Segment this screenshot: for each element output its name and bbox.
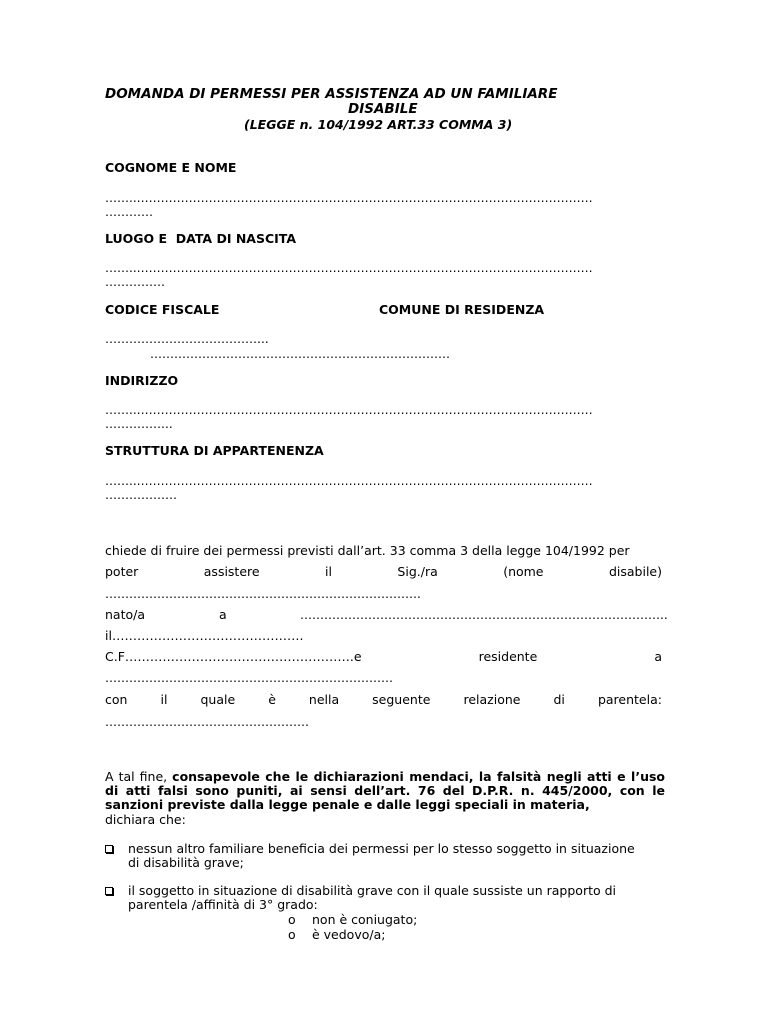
word: quale [200, 692, 236, 707]
fill-line-residente-a[interactable]: ……………………………………………………………… [105, 671, 393, 685]
fill-line-parentela[interactable]: …………………………………………… [105, 715, 309, 729]
subtitle: (LEGGE n. 104/1992 ART.33 COMMA 3) [244, 117, 513, 132]
label-codice-fiscale: CODICE FISCALE [105, 302, 220, 317]
fill-line-cognome-nome[interactable]: ……..…………………………………………………………………………………………………… [105, 191, 593, 205]
word: di [553, 692, 565, 707]
label-struttura-appartenenza: STRUTTURA DI APPARTENENZA [105, 443, 324, 458]
word: disabile) [608, 564, 662, 579]
bullet-1-line-1: nessun altro familiare beneficia dei permessi per lo stesso soggetto in situazione [128, 841, 635, 856]
title-line-1: DOMANDA DI PERMESSI PER ASSISTENZA AD UN FAMILIARE [105, 86, 558, 102]
word: il [160, 692, 168, 707]
fill-line-nato-a[interactable]: ……………………………………………………………………………….. [300, 608, 668, 622]
sub-item-marker-icon: o [288, 927, 296, 942]
sub-item-vedovo: è vedovo/a; [312, 927, 386, 942]
word: poter [105, 564, 139, 579]
fill-line-comune-residenza[interactable]: ………………………………………………………………… [150, 347, 450, 361]
label-comune-residenza: COMUNE DI RESIDENZA [379, 302, 545, 317]
fill-line-codice-fiscale[interactable]: ………………………………….. [105, 332, 269, 346]
sub-item-marker-icon: o [288, 912, 296, 927]
declaration-paragraph [105, 770, 665, 827]
title-line-2: DISABILE [348, 101, 418, 117]
fill-line-indirizzo-cont[interactable]: …………….. [105, 417, 173, 431]
bullet-1-line-2: di disabilità grave; [128, 855, 244, 870]
word: è [268, 692, 276, 707]
request-line-2 [105, 565, 662, 579]
word: residente [478, 649, 538, 664]
fill-line-struttura-cont[interactable]: ……………… [105, 488, 177, 502]
checkbox-bullet-icon[interactable] [104, 843, 114, 853]
il-line[interactable]: il………………………………………. [105, 628, 304, 643]
word: il [325, 564, 332, 579]
word: assistere [203, 564, 260, 579]
cf-residente-line [105, 650, 662, 664]
label-indirizzo: INDIRIZZO [105, 373, 179, 388]
word: con [105, 692, 128, 707]
nato-label: nato/a [105, 607, 146, 622]
bullet-2-line-1: il soggetto in situazione di disabilità grave con il quale sussiste un rapporto di [128, 883, 617, 898]
declaration-intro: A tal fine, [105, 769, 173, 784]
word[interactable]: C.F……………………………………………….e [105, 649, 362, 664]
declaration-outro: dichiara che: [105, 811, 186, 827]
word: Sig./ra [397, 564, 438, 579]
word: a [654, 649, 662, 664]
bullet-2-line-2: parentela /affinità di 3° grado: [128, 897, 318, 912]
fill-line-luogo-data-cont[interactable]: …………… [105, 275, 165, 289]
word: seguente [372, 692, 431, 707]
word: nella [308, 692, 340, 707]
declaration-bold: consapevole che le dichiarazioni mendaci, la falsità negli atti e l’uso di atti falsi sono puniti, ai sensi dell’art. 76 del D.P.R. n. 445/2000, con le sanzioni previste dalla legge penale e dalle leggi speciali in materia, [105, 769, 665, 813]
word: relazione [463, 692, 521, 707]
request-line-1: chiede di fruire dei permessi previsti dall’art. 33 comma 3 della legge 104/1992 per [105, 543, 630, 558]
fill-line-struttura[interactable]: ……..…………………………………………………………………………………………………… [105, 474, 593, 488]
label-luogo-data-nascita: LUOGO E DATA DI NASCITA [105, 231, 297, 246]
checkbox-bullet-icon[interactable] [104, 885, 114, 895]
nato-a-label: a [219, 607, 227, 622]
word: (nome [503, 564, 544, 579]
fill-line-indirizzo[interactable]: ……..…………………………………………………………………………………………………… [105, 403, 593, 417]
fill-line-luogo-data[interactable]: ……..…………………………………………………………………………………………………… [105, 261, 593, 275]
sub-item-non-coniugato: non è coniugato; [312, 912, 418, 927]
word: parentela: [597, 692, 662, 707]
label-cognome-nome: COGNOME E NOME [105, 160, 237, 175]
parentela-line [105, 693, 662, 707]
fill-line-nome-disabile[interactable]: ……………………………………………………………………. [105, 587, 421, 601]
fill-line-cognome-nome-cont[interactable]: ………… [105, 205, 153, 219]
